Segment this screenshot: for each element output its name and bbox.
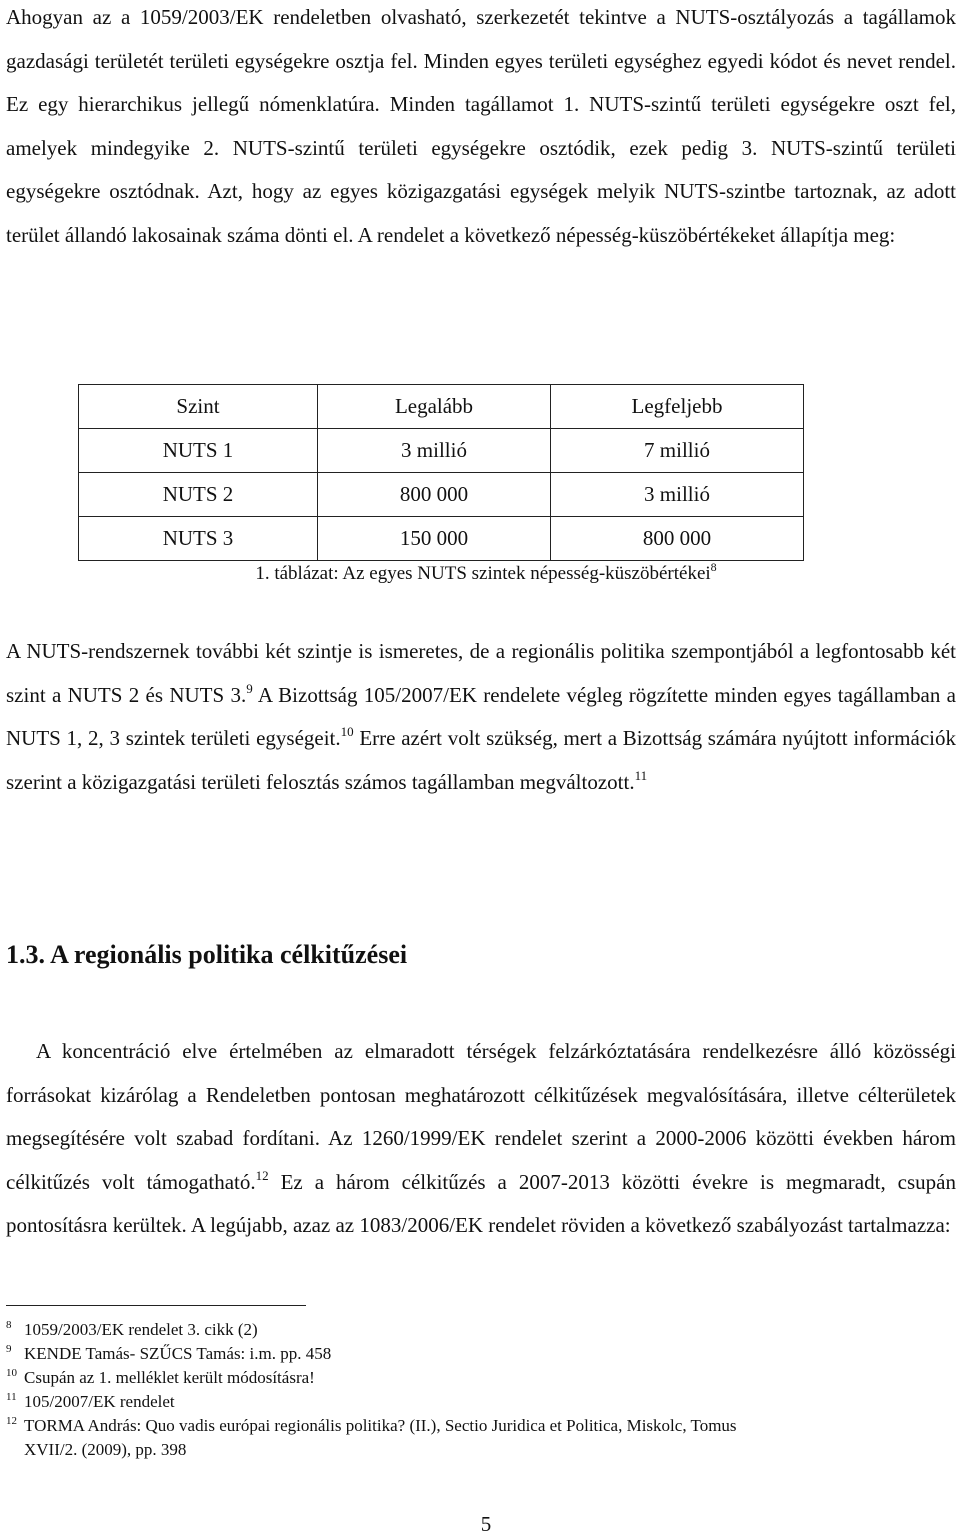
footnote-continuation: XVII/2. (2009), pp. 398	[24, 1440, 187, 1459]
table-cell: NUTS 3	[79, 517, 318, 561]
section-title: 1.3. A regionális politika célkitűzései	[6, 940, 408, 969]
footnote-text: TORMA András: Quo vadis európai regionális politika? (II.), Sectio Juridica et Politica, Miskolc, Tomus	[24, 1416, 737, 1435]
nuts-threshold-table	[78, 384, 804, 561]
table-caption	[6, 560, 960, 585]
table-cell: 800 000	[318, 473, 551, 517]
footnote-number: 12	[6, 1415, 17, 1427]
table-header-row	[79, 385, 804, 429]
footnote-number: 11	[6, 1391, 17, 1403]
table-header-cell: Legfeljebb	[551, 385, 804, 429]
footnote-text: KENDE Tamás- SZŰCS Tamás: i.m. pp. 458	[24, 1344, 332, 1363]
footnote-ref[interactable]: 12	[255, 1167, 269, 1183]
table-header-cell: Legalább	[318, 385, 551, 429]
paragraph-text: A NUTS-rendszernek további két szintje is ismeretes, de a regionális politika szempontjából a legfontosabb két szint a NUTS 2 és NUTS 3.	[6, 639, 956, 707]
body-paragraph-3	[6, 1030, 956, 1248]
table-caption-text: 1. táblázat: Az egyes NUTS szintek népesség-küszöbértékei	[255, 563, 711, 584]
footnote-item	[6, 1366, 956, 1390]
footnote-ref[interactable]: 9	[246, 680, 253, 696]
footnote-number: 9	[6, 1343, 12, 1355]
footnote-item	[6, 1318, 956, 1342]
table-row	[79, 429, 804, 473]
paragraph-text: A koncentráció elve értelmében az elmaradott térségek felzárkóztatására rendelkezésre álló közösségi forrásokat kizárólag a Rendeletben pontosan meghatározott célkitűzések megvalósítására, illetve célterületek megsegítésére volt szabad fordítani. Az 1260/1999/EK rendelet szerint a 2000-2006 közötti években három célkitűzés volt támogatható.	[6, 1039, 956, 1194]
paragraph-text: A Bizottság 105/2007/EK rendelete végleg rögzítette minden egyes tagállamban a NUTS 1, 2, 3 szintek területi egységeit.	[6, 682, 956, 750]
table-cell: NUTS 1	[79, 429, 318, 473]
footnote-text: Csupán az 1. melléklet került módosításra!	[24, 1368, 315, 1387]
paragraph-text: Ez a három célkitűzés a 2007-2013 közötti évekre is megmaradt, csupán pontosításra kerültek. A legújabb, azaz az 1083/2006/EK rendelet röviden a következő szabályozást tartalmazza:	[6, 1169, 956, 1237]
footnote-number: 8	[6, 1319, 12, 1331]
footnote-ref[interactable]: 10	[340, 724, 354, 739]
footnote-item	[6, 1342, 956, 1366]
footnote-ref[interactable]: 8	[710, 560, 717, 574]
table-cell: 3 millió	[318, 429, 551, 473]
table-row	[79, 473, 804, 517]
footnote-item	[6, 1414, 956, 1438]
page-number: 5	[480, 1512, 492, 1536]
body-paragraph-1: Ahogyan az a 1059/2003/EK rendeletben olvasható, szerkezetét tekintve a NUTS-osztályozás a tagállamok gazdasági területét területi egységekre osztja fel. Minden egyes területi egységhez egyedi kódot és nevet rendel. Ez egy hierarchikus jellegű nómenklatúra. Minden tagállamot 1. NUTS-szintű területi egységekre oszt fel, amelyek mindegyike 2. NUTS-szintű területi egységekre osztódik, ezek pedig 3. NUTS-szintű területi egységekre osztódnak. Azt, hogy az egyes közigazgatási egységek melyik NUTS-szintbe tartoznak, az adott terület állandó lakosainak száma dönti el. A rendelet a következő népesség-küszöbértékeket állapítja meg:	[6, 5, 956, 247]
body-paragraph-2	[6, 630, 956, 804]
footnote-text: 1059/2003/EK rendelet 3. cikk (2)	[24, 1320, 258, 1339]
footnotes	[6, 1318, 956, 1462]
table-cell: 7 millió	[551, 429, 804, 473]
table-row	[79, 517, 804, 561]
table-cell: 150 000	[318, 517, 551, 561]
footnote-ref[interactable]: 11	[634, 767, 648, 783]
footnote-number: 10	[6, 1367, 17, 1379]
footnote-divider	[6, 1305, 306, 1306]
paragraph-text: Erre azért volt szükség, mert a Bizottság számára nyújtott információk szerint a közigazgatási területi felosztás számos tagállamban megváltozott.	[6, 726, 956, 794]
footnote-item	[6, 1390, 956, 1414]
table-cell: NUTS 2	[79, 473, 318, 517]
table-header-cell: Szint	[79, 385, 318, 429]
footnote-text: 105/2007/EK rendelet	[24, 1392, 175, 1411]
table-cell: 3 millió	[551, 473, 804, 517]
table-cell: 800 000	[551, 517, 804, 561]
